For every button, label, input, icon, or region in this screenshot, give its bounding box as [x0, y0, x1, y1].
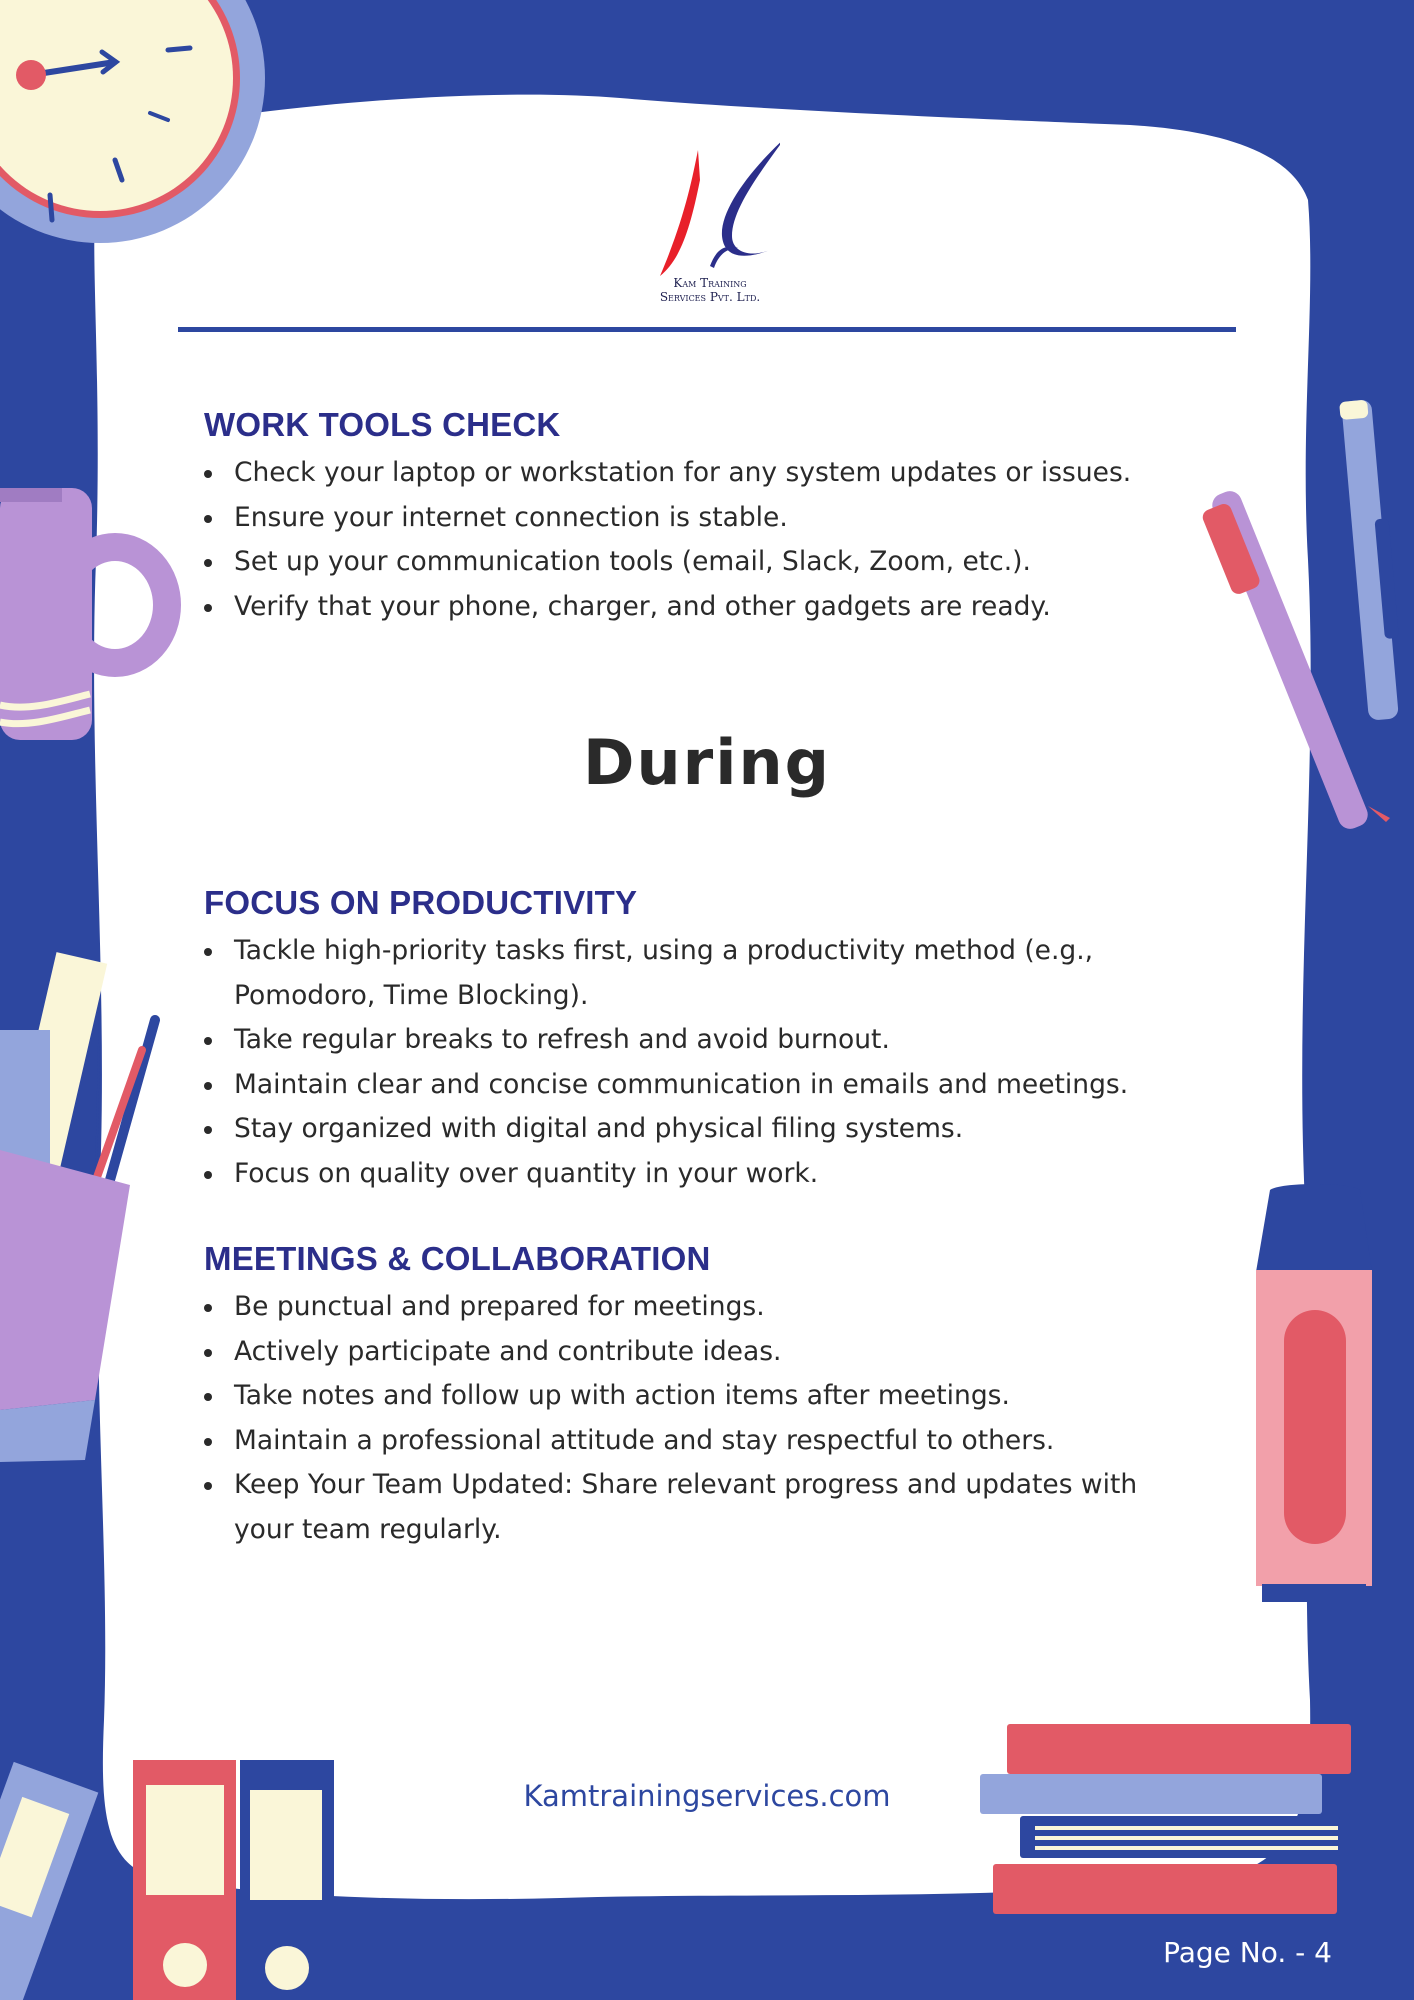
section-meetings-collaboration — [204, 1240, 1194, 1553]
checklist — [204, 451, 1194, 629]
section-heading: WORK TOOLS CHECK — [204, 406, 561, 443]
list-item: Take regular breaks to refresh and avoid burnout. — [204, 1018, 1194, 1063]
checklist — [204, 929, 1194, 1197]
logo-line-2: Services Pvt. Ltd. — [659, 290, 761, 304]
divider-title: During — [583, 726, 831, 799]
logo-mark-icon — [640, 140, 780, 280]
marker-illustration — [1256, 1184, 1372, 1602]
list-item: Focus on quality over quantity in your work. — [204, 1152, 1194, 1197]
list-item: Take notes and follow up with action items after meetings. — [204, 1374, 1194, 1419]
list-item: Ensure your internet connection is stable. — [204, 496, 1194, 541]
website-link[interactable]: Kamtrainingservices.com — [523, 1779, 891, 1813]
company-logo — [630, 140, 790, 310]
checklist — [204, 1285, 1194, 1553]
section-heading: MEETINGS & COLLABORATION — [204, 1240, 711, 1277]
list-item: Set up your communication tools (email, Slack, Zoom, etc.). — [204, 540, 1194, 585]
header-divider — [178, 327, 1236, 332]
list-item: Tackle high-priority tasks first, using a productivity method (e.g., Pomodoro, Time Blocking). — [204, 929, 1194, 1018]
list-item: Maintain clear and concise communication in emails and meetings. — [204, 1063, 1194, 1108]
list-item: Verify that your phone, charger, and other gadgets are ready. — [204, 585, 1194, 630]
list-item: Keep Your Team Updated: Share relevant progress and updates with your team regularly. — [204, 1463, 1194, 1552]
list-item: Stay organized with digital and physical filing systems. — [204, 1107, 1194, 1152]
list-item: Check your laptop or workstation for any system updates or issues. — [204, 451, 1194, 496]
logo-text — [630, 276, 790, 304]
section-focus-on-productivity — [204, 884, 1194, 1197]
list-item: Actively participate and contribute ideas. — [204, 1330, 1194, 1375]
section-work-tools-check — [204, 406, 1194, 629]
list-item: Be punctual and prepared for meetings. — [204, 1285, 1194, 1330]
books-illustration — [980, 1724, 1351, 1914]
list-item: Maintain a professional attitude and stay respectful to others. — [204, 1419, 1194, 1464]
page-number: Page No. - 4 — [1163, 1936, 1332, 1969]
section-heading: FOCUS ON PRODUCTIVITY — [204, 884, 638, 921]
logo-line-1: Kam Training — [673, 276, 747, 290]
